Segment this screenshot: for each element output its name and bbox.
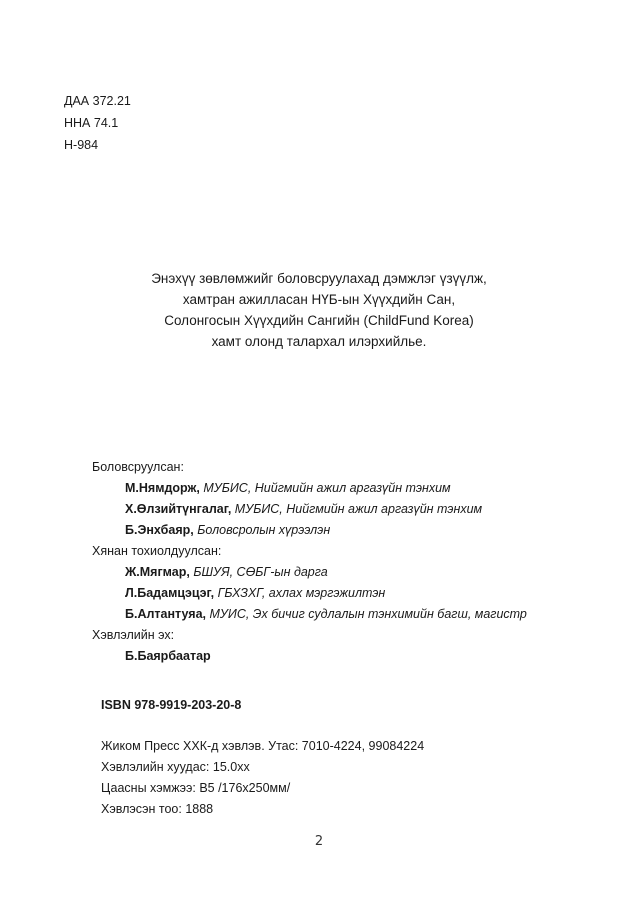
author-affiliation: МУБИС, Нийгмийн ажил аргазүйн тэнхим [234, 502, 483, 516]
reviewer-affiliation: МУИС, Эх бичиг судлалын тэнхимийн багш, магистр [209, 607, 527, 621]
author-name: Б.Энхбаяр, [125, 523, 194, 537]
acknowledgement-line: Солонгосын Хүүхдийн Сангийн (ChildFund Korea) [164, 313, 474, 328]
author-affiliation: Боловсролын хүрээлэн [197, 523, 331, 537]
reviewer-name: Л.Бадамцэцэг, [125, 586, 215, 600]
reviewers-label: Хянан тохиолдуулсан: [92, 544, 222, 558]
udc-code: ДАА 372.21 [64, 94, 131, 108]
author-entry [92, 499, 527, 520]
paper-size-line: Цаасны хэмжээ: B5 /176x250мм/ [101, 781, 291, 795]
author-name: Х.Өлзийтүнгалаг, [125, 502, 232, 516]
reviewer-entry [92, 583, 527, 604]
reviewer-name: Б.Алтантуяа, [125, 607, 206, 621]
reviewer-entry [92, 604, 527, 625]
editor-entry [92, 646, 527, 667]
author-entry [92, 478, 527, 499]
authors-label: Боловсруулсан: [92, 460, 184, 474]
author-affiliation: МУБИС, Нийгмийн ажил аргазүйн тэнхим [203, 481, 451, 495]
reviewer-affiliation: ГБХЗХГ, ахлах мэргэжилтэн [217, 586, 386, 600]
credits-block [92, 457, 527, 667]
bbk-code: ННА 74.1 [64, 116, 119, 130]
reviewer-name: Ж.Мягмар, [125, 565, 190, 579]
author-entry [92, 520, 527, 541]
editor-label: Хэвлэлийн эх: [92, 628, 175, 642]
author-name: М.Нямдорж, [125, 481, 200, 495]
publication-info [101, 736, 424, 820]
print-run-line: Хэвлэсэн тоо: 1888 [101, 802, 214, 816]
isbn: ISBN 978-9919-203-20-8 [101, 698, 242, 712]
acknowledgement-line: Энэхүү зөвлөмжийг боловсруулахад дэмжлэг үзүүлж, [151, 271, 487, 286]
classification-block [64, 91, 131, 157]
printed-sheets-line: Хэвлэлийн хуудас: 15.0хх [101, 760, 250, 774]
editor-name: Б.Баярбаатар [125, 649, 211, 663]
reviewer-affiliation: БШУЯ, СӨБГ-ын дарга [193, 565, 328, 579]
acknowledgement-block [0, 268, 638, 352]
acknowledgement-line: хамтран ажилласан НҮБ-ын Хүүхдийн Сан, [182, 292, 456, 307]
acknowledgement-line: хамт олонд талархал илэрхийлье. [211, 334, 427, 349]
reviewer-entry [92, 562, 527, 583]
page-number: 2 [314, 834, 324, 849]
author-mark: Н-984 [64, 138, 99, 152]
printer-line: Жиком Пресс ХХК-д хэвлэв. Утас: 7010-4224, 99084224 [101, 739, 425, 753]
